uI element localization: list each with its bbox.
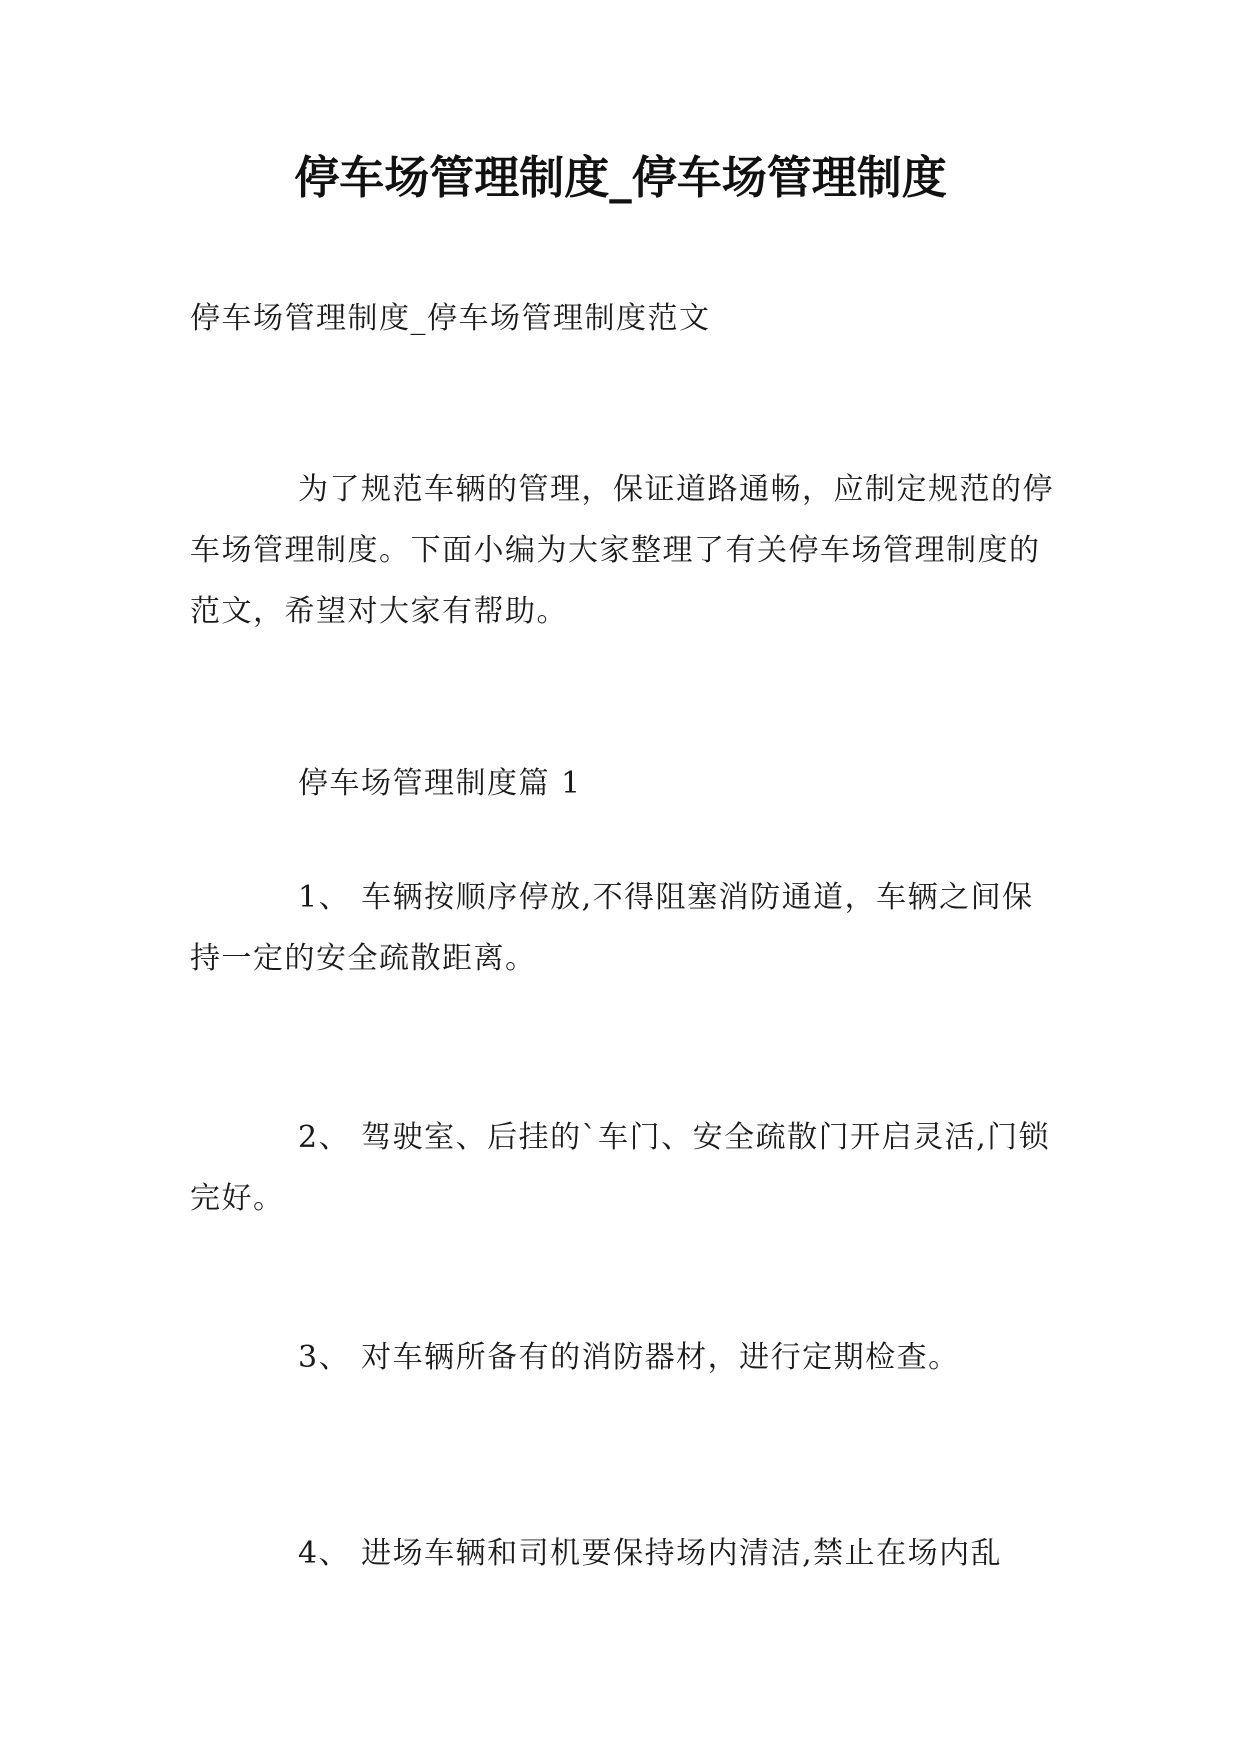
intro-paragraph: 为了规范车辆的管理，保证道路通畅，应制定规范的停车场管理制度。下面小编为大家整理了有关停车场管理制度的范文，希望对大家有帮助。 xyxy=(190,472,1054,629)
rule-item-2: 2、 驾驶室、后挂的`车门、安全疏散门开启灵活,门锁完好。 xyxy=(190,1120,1051,1216)
rule-item-1: 1、 车辆按顺序停放,不得阻塞消防通道，车辆之间保持一定的安全疏散距离。 xyxy=(190,880,1034,976)
section-heading: 停车场管理制度篇 1 xyxy=(298,766,582,801)
document-subtitle: 停车场管理制度_停车场管理制度范文 xyxy=(190,301,711,336)
rule-item-4: 4、 进场车辆和司机要保持场内清洁,禁止在场内乱 xyxy=(298,1536,1003,1571)
rule-item-3: 3、 对车辆所备有的消防器材，进行定期检查。 xyxy=(298,1340,960,1375)
document-title: 停车场管理制度_停车场管理制度 xyxy=(294,151,947,204)
